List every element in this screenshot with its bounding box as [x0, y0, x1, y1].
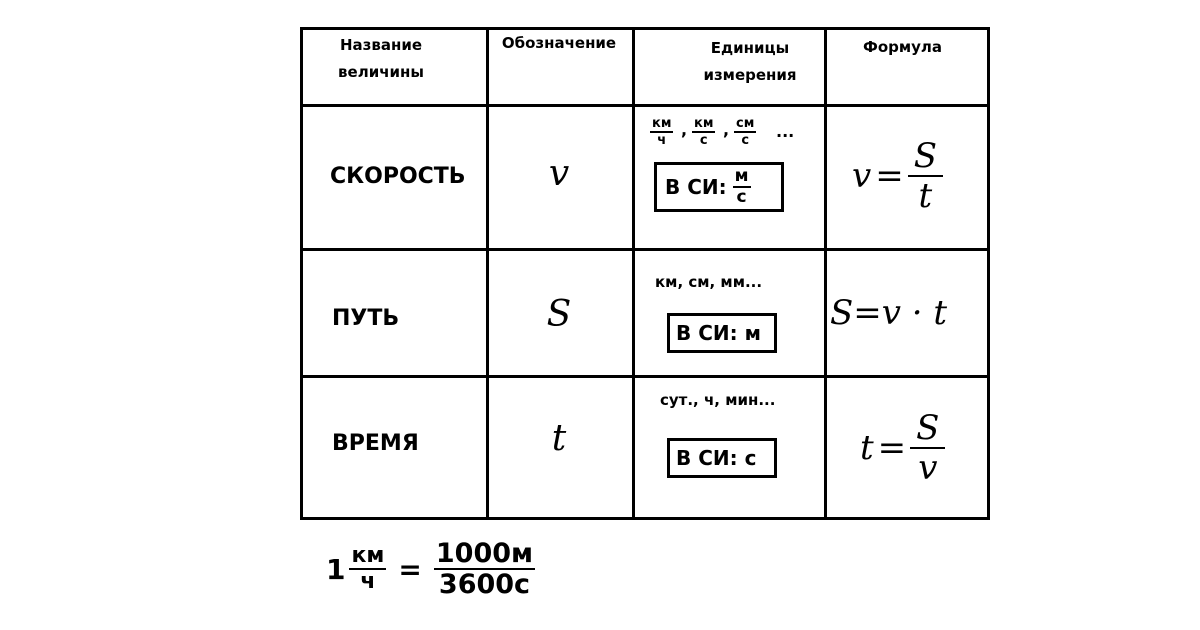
- table-divider-header: [300, 104, 990, 107]
- si-unit-box-time: В СИ: с: [667, 438, 777, 478]
- row-speed-symbol: v: [548, 153, 570, 194]
- unit-ellipsis: ...: [776, 122, 795, 141]
- unit-separator: ,: [723, 120, 730, 139]
- conversion-formula: [326, 540, 535, 598]
- header-units: Единицы измерения: [703, 39, 797, 84]
- si-unit-fraction: $\frac{м}{с}$: [734, 166, 749, 207]
- row-time-symbol: t: [551, 418, 567, 459]
- table-divider-col3: [824, 27, 827, 520]
- table-border-right: [987, 27, 990, 520]
- unit-cm-per-s: $\frac{см}{с}$: [736, 116, 755, 148]
- row-distance-symbol: S: [546, 294, 572, 335]
- conversion-unit-fraction: $\frac{км}{ч}$: [351, 543, 385, 594]
- table-divider-row2: [300, 375, 990, 378]
- row-time-units: сут., ч, мин...: [660, 391, 776, 409]
- header-symbol: Обозначение: [501, 34, 617, 52]
- header-name: Название величины: [338, 36, 424, 81]
- table-border-bottom: [300, 517, 990, 520]
- unit-separator: ,: [681, 120, 688, 139]
- table-border-left: [300, 27, 303, 520]
- unit-km-per-h: $\frac{км}{ч}$: [652, 116, 672, 148]
- si-unit-box-speed: [654, 162, 784, 212]
- formula-speed: v = $\frac{S}{t}$: [852, 128, 943, 224]
- row-distance-name: ПУТЬ: [332, 306, 400, 331]
- row-time-name: ВРЕМЯ: [332, 431, 419, 456]
- formula-distance: S=v · t: [830, 293, 948, 333]
- conversion-result-fraction: $\frac{1000м}{3600с}$: [435, 538, 534, 600]
- si-unit-box-distance: В СИ: м: [667, 313, 777, 353]
- formula-time: t = $\frac{S}{v}$: [860, 400, 945, 496]
- unit-km-per-s: $\frac{км}{с}$: [694, 116, 714, 148]
- si-label: В СИ:: [665, 175, 727, 199]
- conversion-value: 1: [326, 552, 346, 586]
- header-formula: Формула: [862, 38, 943, 56]
- row-speed-name: СКОРОСТЬ: [330, 164, 466, 189]
- table-divider-col2: [632, 27, 635, 520]
- conversion-equals: =: [398, 552, 422, 586]
- table-border-top: [300, 27, 990, 30]
- table-divider-row1: [300, 248, 990, 251]
- row-distance-units: км, см, мм...: [655, 273, 763, 291]
